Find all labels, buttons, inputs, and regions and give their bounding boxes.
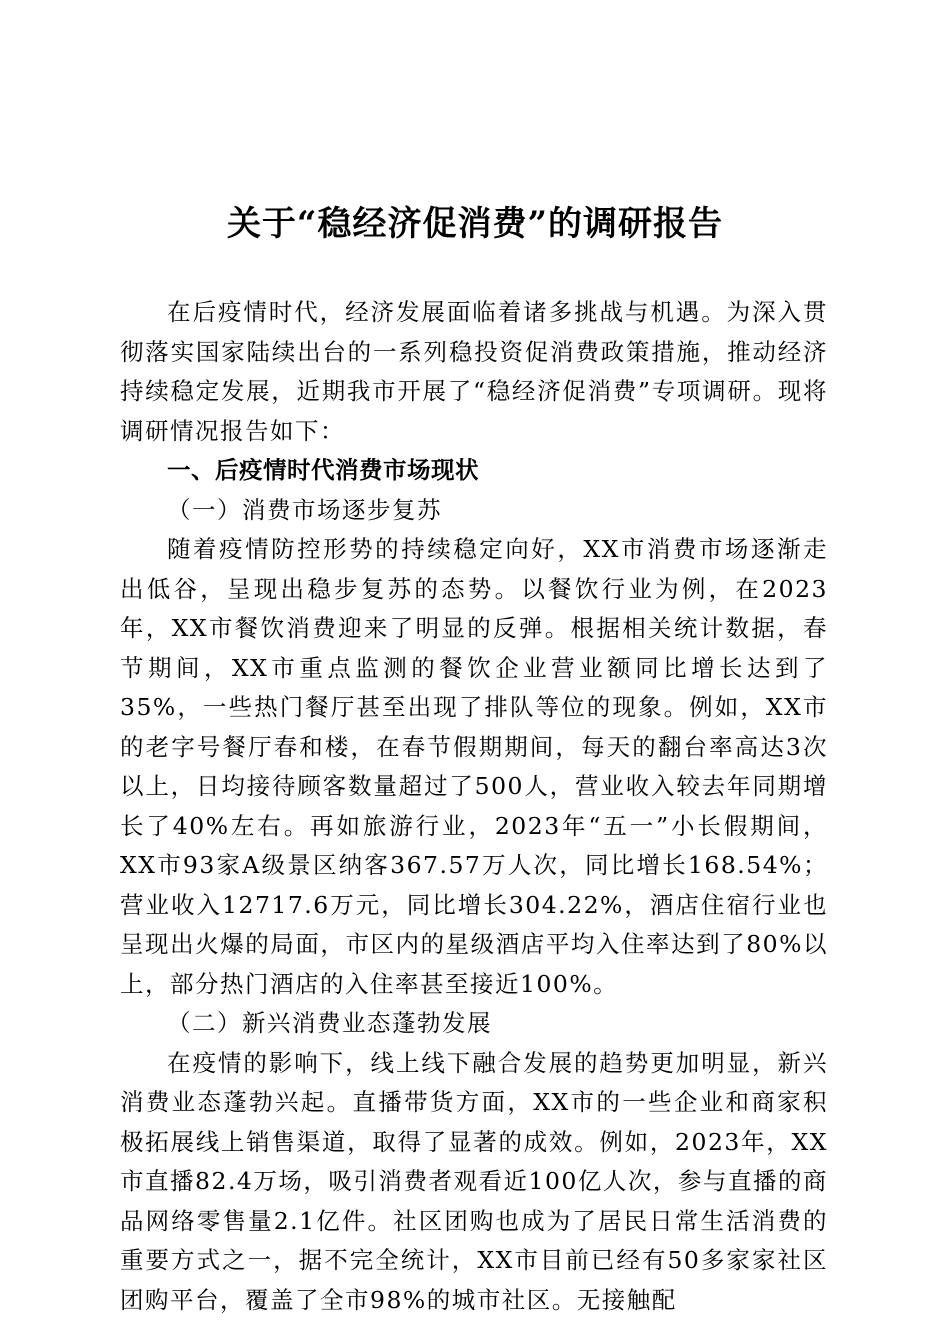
document-body xyxy=(120,293,828,1320)
section-heading-1: 一、后疫情时代消费市场现状 xyxy=(167,456,479,484)
subsection-paragraph-2: 在疫情的影响下，线上线下融合发展的趋势更加明显，新兴消费业态蓬勃兴起。直播带货方面，XX市的一些企业和商家积极拓展线上销售渠道，取得了显著的成效。例如，2023年，XX市直播82.4万场，吸引消费者观看近100亿人次，参与直播的商品网络零售量2.1亿件。社区团购也成为了居民日常生活消费的重要方式之一，据不完全统计，XX市目前已经有50多家家社区团购平台，覆盖了全市98%的城市社区。无接触配 xyxy=(120,1048,828,1314)
intro-paragraph: 在后疫情时代，经济发展面临着诸多挑战与机遇。为深入贯彻落实国家陆续出台的一系列稳投资促消费政策措施，推动经济持续稳定发展，近期我市开展了“稳经济促消费”专项调研。现将调研情况报告如下： xyxy=(120,298,828,445)
subsection-heading-2: （二）新兴消费业态蓬勃发展 xyxy=(167,1009,492,1037)
document-title: 关于“稳经济促消费”的调研报告 xyxy=(226,204,724,244)
subsection-heading-1: （一）消费市场逐步复苏 xyxy=(167,495,442,524)
subsection-paragraph-1: 随着疫情防控形势的持续稳定向好，XX市消费市场逐渐走出低谷，呈现出稳步复苏的态势。以餐饮行业为例，在2023年，XX市餐饮消费迎来了明显的反弹。根据相关统计数据，春节期间，XX市重点监测的餐饮企业营业额同比增长达到了35%，一些热门餐厅甚至出现了排队等位的现象。例如，XX市的老字号餐厅春和楼，在春节假期期间，每天的翻台率高达3次以上，日均接待顾客数量超过了500人，营业收入较去年同期增长了40%左右。再如旅游行业，2023年“五一”小长假期间，XX市93家A级景区纳客367.57万人次，同比增长168.54%；营业收入12717.6万元，同比增长304.22%，酒店住宿行业也呈现出火爆的局面，市区内的星级酒店平均入住率达到了80%以上，部分热门酒店的入住率甚至接近100%。 xyxy=(120,535,828,998)
